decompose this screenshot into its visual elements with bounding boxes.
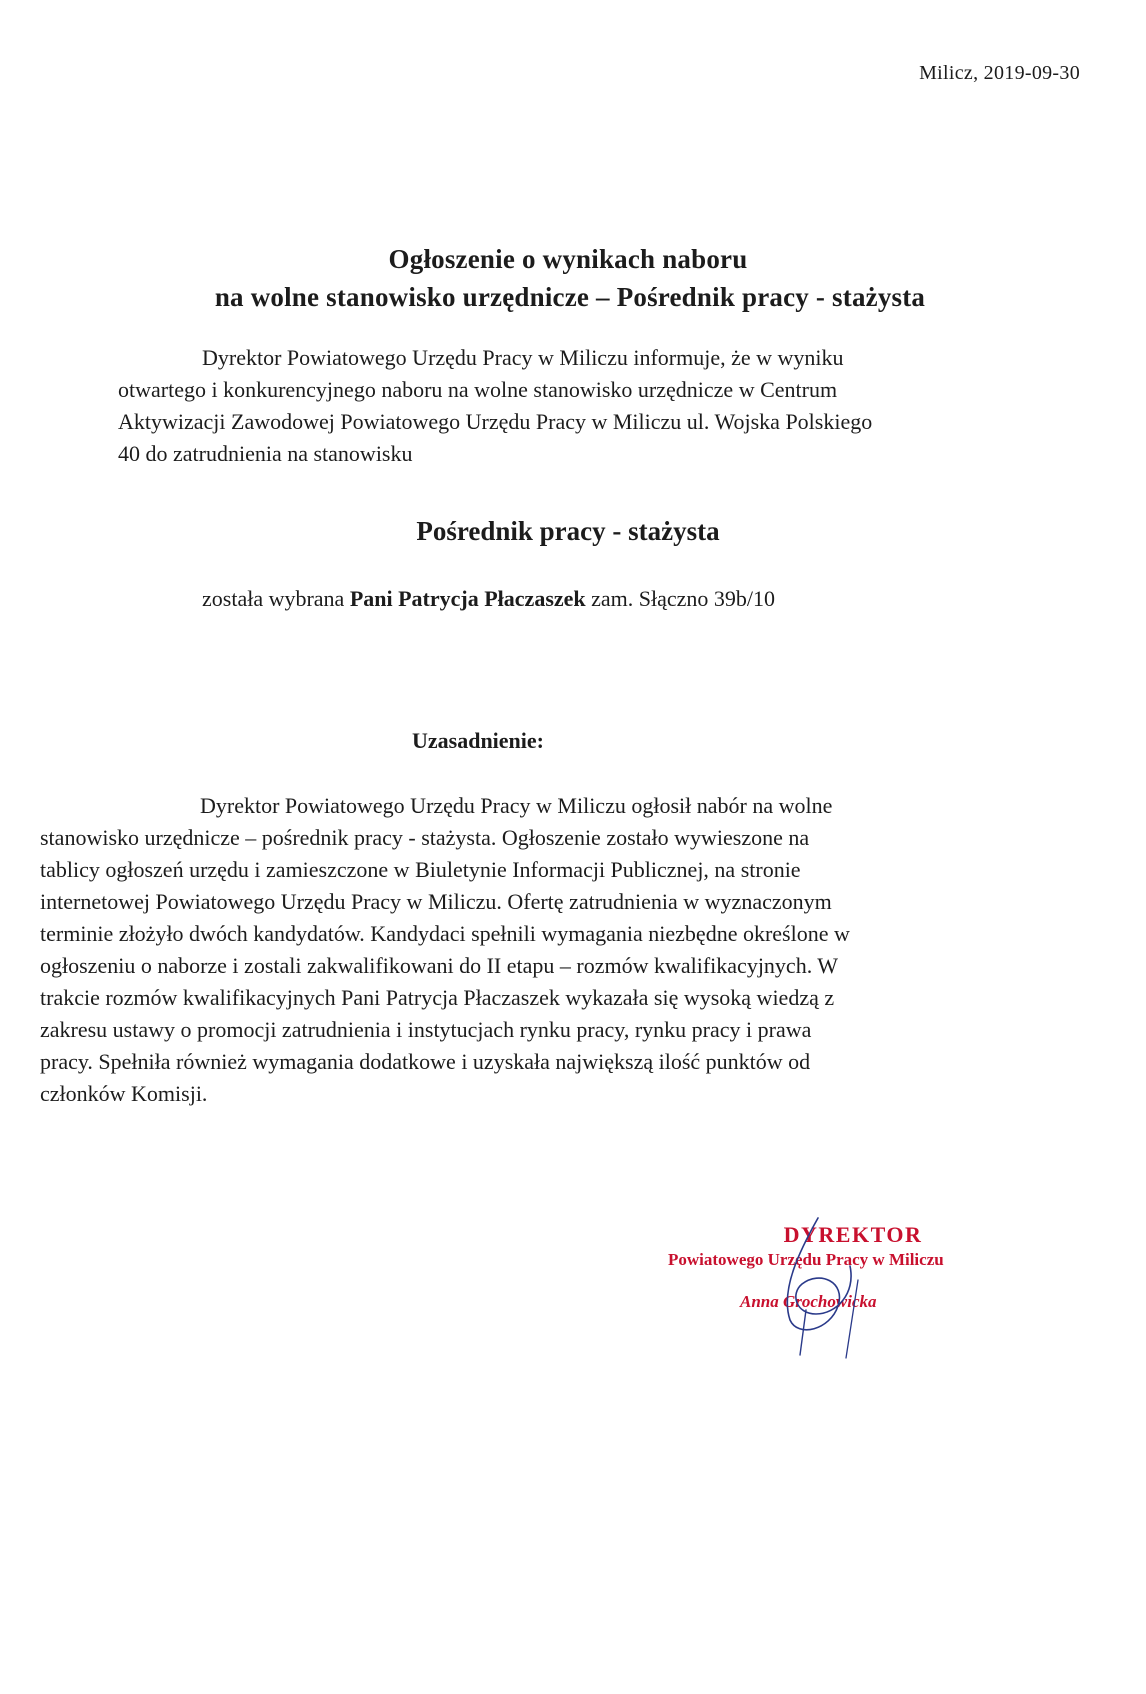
justification-paragraph bbox=[40, 790, 1100, 1110]
stamp-name: Anna Grochowicka bbox=[740, 1292, 877, 1311]
justification-line: internetowej Powiatowego Urzędu Pracy w Miliczu. Ofertę zatrudnienia w wyznaczonym bbox=[40, 889, 832, 914]
selected-candidate bbox=[202, 586, 775, 612]
position-title: Pośrednik pracy - stażysta bbox=[416, 516, 720, 546]
stamp-title: DYREKTOR bbox=[783, 1222, 923, 1247]
intro-line: Dyrektor Powiatowego Urzędu Pracy w Miliczu informuje, że w wyniku bbox=[202, 345, 844, 370]
justification-line: Dyrektor Powiatowego Urzędu Pracy w Miliczu ogłosił nabór na wolne bbox=[200, 793, 833, 818]
title-line-2: na wolne stanowisko urzędnicze – Pośrednik pracy - stażysta bbox=[214, 282, 926, 312]
justification-line: stanowisko urzędnicze – pośrednik pracy - stażysta. Ogłoszenie zostało wywieszone na bbox=[40, 825, 810, 850]
intro-paragraph bbox=[118, 342, 1078, 470]
intro-line: otwartego i konkurencyjnego naboru na wolne stanowisko urzędnicze w Centrum bbox=[118, 377, 838, 402]
justification-line: tablicy ogłoszeń urzędu i zamieszczone w Biuletynie Informacji Publicznej, na stronie bbox=[40, 857, 801, 882]
intro-line: Aktywizacji Zawodowej Powiatowego Urzędu Pracy w Miliczu ul. Wojska Polskiego bbox=[118, 409, 873, 434]
justification-line: ogłoszeniu o naborze i zostali zakwalifikowani do II etapu – rozmów kwalifikacyjnych. W bbox=[40, 953, 839, 978]
selected-prefix: została wybrana bbox=[202, 586, 350, 611]
justification-line: pracy. Spełniła również wymagania dodatkowe i uzyskała największą ilość punktów od bbox=[40, 1049, 811, 1074]
justification-line: członków Komisji. bbox=[40, 1081, 208, 1106]
document-title bbox=[0, 240, 1146, 316]
selected-suffix: zam. Słączno 39b/10 bbox=[585, 586, 776, 611]
stamp-office: Powiatowego Urzędu Pracy w Miliczu bbox=[668, 1250, 944, 1269]
justification-line: terminie złożyło dwóch kandydatów. Kandydaci spełnili wymagania niezbędne określone w bbox=[40, 921, 850, 946]
intro-line: 40 do zatrudnienia na stanowisku bbox=[118, 441, 413, 466]
candidate-name: Pani Patrycja Płaczaszek bbox=[349, 586, 586, 611]
date-line: Milicz, 2019-09-30 bbox=[919, 62, 1080, 84]
justification-line: zakresu ustawy o promocji zatrudnienia i instytucjach rynku pracy, rynku pracy i prawa bbox=[40, 1017, 812, 1042]
handwritten-signature bbox=[760, 1210, 880, 1360]
title-line-1: Ogłoszenie o wynikach naboru bbox=[388, 244, 748, 274]
justification-line: trakcie rozmów kwalifikacyjnych Pani Patrycja Płaczaszek wykazała się wysoką wiedzą z bbox=[40, 985, 835, 1010]
justification-heading: Uzasadnienie: bbox=[412, 728, 544, 753]
